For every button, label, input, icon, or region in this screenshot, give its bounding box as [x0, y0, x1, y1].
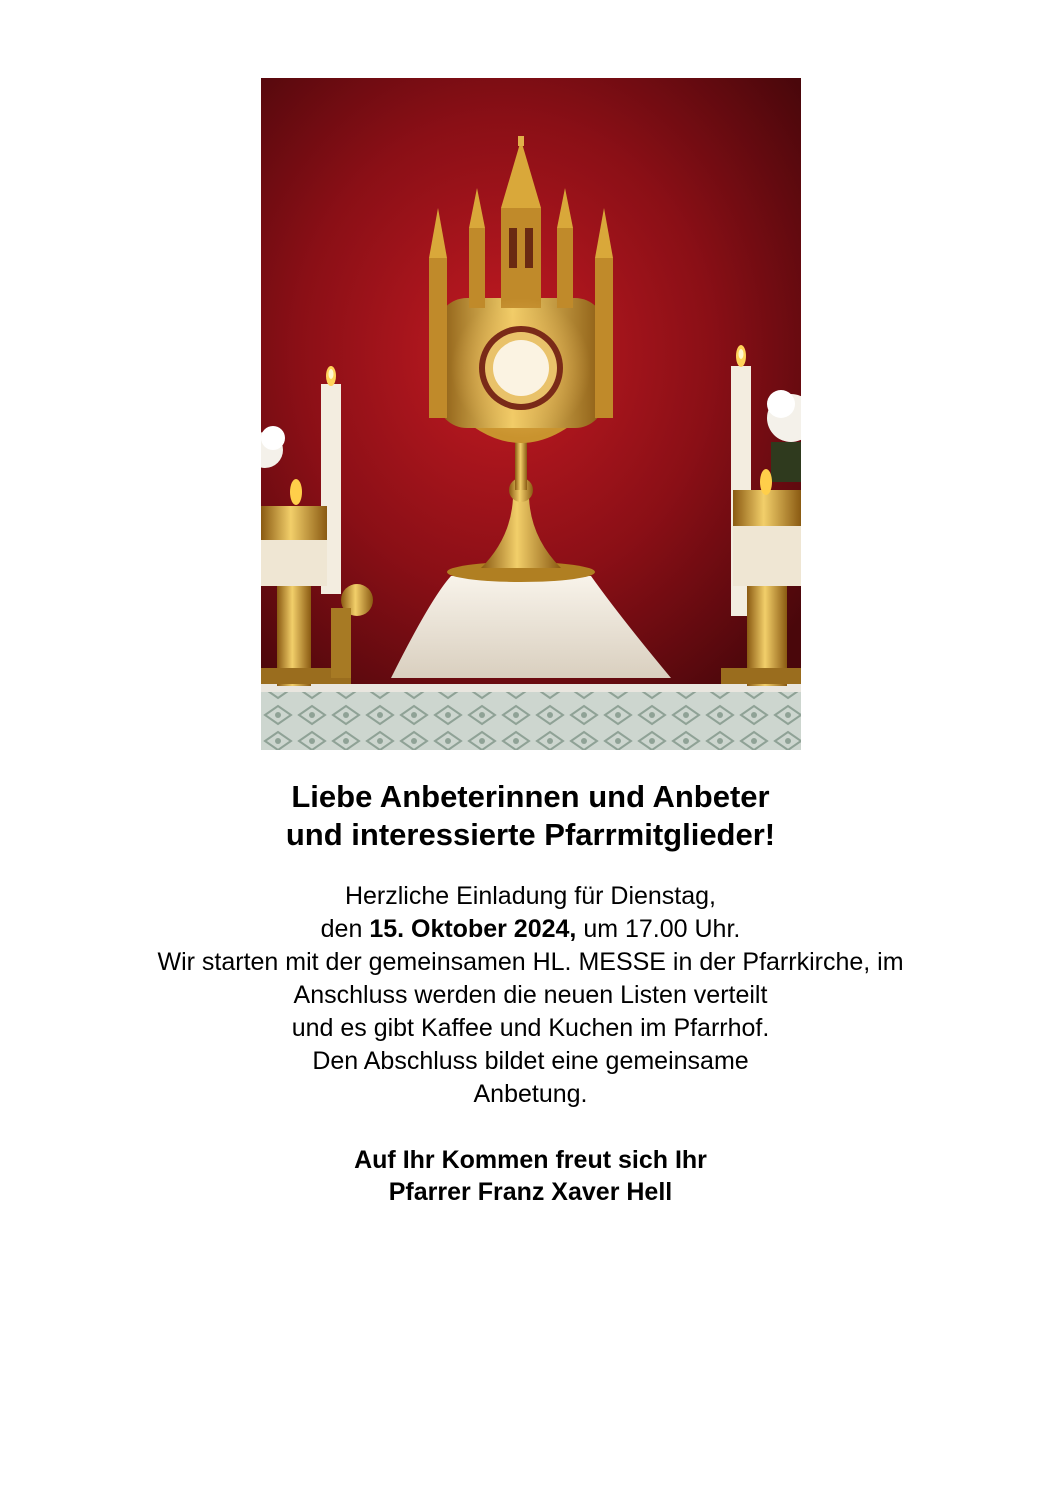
invitation-line-3: Wir starten mit der gemeinsamen HL. MESSE in der Pfarrkirche, im: [157, 948, 904, 976]
heading: [0, 778, 1061, 854]
heading-line-2: und interessierte Pfarrmitglieder!: [285, 817, 776, 852]
invitation-line-4: Anschluss werden die neuen Listen verteilt: [293, 981, 768, 1009]
invitation-line-6: Den Abschluss bildet eine gemeinsame: [312, 1047, 749, 1075]
invitation-line-1: Herzliche Einladung für Dienstag,: [344, 882, 717, 910]
signature: [0, 1144, 1061, 1208]
event-date: 15. Oktober 2024,: [369, 915, 577, 943]
date-prefix: den: [320, 915, 370, 943]
heading-line-1: Liebe Anbeterinnen und Anbeter: [291, 779, 770, 814]
event-time: um 17.00 Uhr.: [576, 915, 741, 943]
altar-lace: [261, 690, 801, 750]
invitation-text: [0, 880, 1061, 1111]
invitation-line-7: Anbetung.: [473, 1080, 588, 1108]
signature-line-1: Auf Ihr Kommen freut sich Ihr: [354, 1146, 707, 1174]
invitation-line-2: [0, 913, 1061, 946]
invitation-line-5: und es gibt Kaffee und Kuchen im Pfarrhof.: [291, 1014, 770, 1042]
monstrance-photo: [261, 78, 801, 750]
signature-line-2: Pfarrer Franz Xaver Hell: [388, 1178, 673, 1206]
